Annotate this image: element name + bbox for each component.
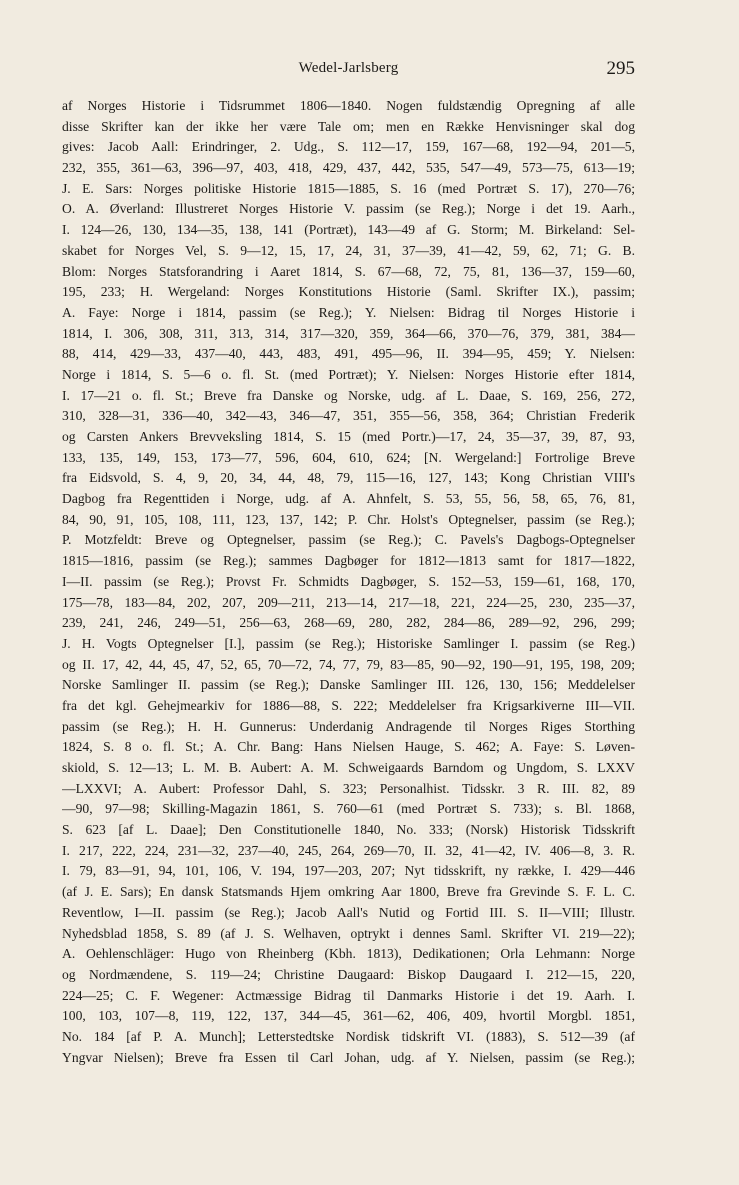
text-line: skiold, S. 12—13; L. M. B. Aubert: A. M. Schweigaards Barndom og Ungdom, S. LXXV <box>62 760 635 775</box>
text-line: I. 79, 83—91, 94, 101, 106, V. 194, 197—203, 207; Nyt tidsskrift, ny række, I. 429—446 <box>62 863 635 879</box>
text-line: skabet for Norges Vel, S. 9—12, 15, 17, 24, 31, 37—39, 41—42, 59, 62, 71; G. B. <box>62 242 635 258</box>
text-line: S. 623 [af L. Daae]; Den Constitutionelle 1840, No. 333; (Norsk) Historisk Tidsskrift <box>62 822 635 838</box>
text-line: J. H. Vogts Optegnelser [I.], passim (se Reg.); Historiske Samlinger I. passim (se Reg.) <box>62 635 635 651</box>
text-line: P. Motzfeldt: Breve og Optegnelser, passim (se Reg.); C. Pavels's Dagbogs-Optegnelser <box>62 532 635 548</box>
text-line: 1814, I. 306, 308, 311, 313, 314, 317—320, 359, 364—66, 370—76, 379, 381, 384— <box>62 325 635 341</box>
text-line: Reventlow, I—II. passim (se Reg.); Jacob Aall's Nutid og Fortid III. S. II—VIII; Illustr. <box>62 904 635 920</box>
text-line: O. A. Øverland: Illustreret Norges Historie V. passim (se Reg.); Norge i det 19. Aarh., <box>62 201 635 217</box>
text-line: fra Eidsvold, S. 4, 9, 20, 34, 44, 48, 79, 115—16, 127, 143; Kong Christian VIII's <box>62 470 635 486</box>
text-line: 175—78, 183—84, 202, 207, 209—211, 213—14, 217—18, 221, 224—25, 230, 235—37, <box>62 594 635 610</box>
text-line: 195, 233; H. Wergeland: Norges Konstitutions Historie (Saml. Skrifter IX.), passim; <box>62 284 635 300</box>
text-line: disse Skrifter kan der ikke her være Tale om; men en Række Henvisninger skal dog <box>62 118 635 134</box>
text-line: 133, 135, 149, 153, 173—77, 596, 604, 610, 624; [N. Wergeland:] Fortrolige Breve <box>62 449 635 465</box>
text-line: gives: Jacob Aall: Erindringer, 2. Udg., S. 112—17, 159, 167—68, 192—94, 201—5, <box>62 139 635 155</box>
text-line: 232, 355, 361—63, 396—97, 403, 418, 429, 437, 442, 535, 547—49, 573—75, 613—19; <box>62 160 635 176</box>
text-line: I. 217, 222, 224, 231—32, 237—40, 245, 264, 269—70, II. 32, 41—42, IV. 406—8, 3. R. <box>62 842 635 858</box>
text-line: 100, 103, 107—8, 119, 122, 137, 344—45, 361—62, 406, 409, hvortil Morgbl. 1851, <box>62 1008 635 1024</box>
text-line: af Norges Historie i Tidsrummet 1806—1840. Nogen fuldstændig Opregning af alle <box>62 98 635 113</box>
text-line: fra det kgl. Gehejmearkiv for 1886—88, S. 222; Meddelelser fra Krigsarkiverne III—VII. <box>62 697 635 713</box>
text-line: og Carsten Ankers Brevveksling 1814, S. 15 (med Portr.)—17, 24, 35—37, 39, 87, 93, <box>62 429 635 444</box>
text-line: I. 124—26, 130, 134—35, 138, 141 (Portræt), 143—49 af G. Storm; M. Birkeland: Sel- <box>62 222 635 238</box>
text-line: Norske Samlinger II. passim (se Reg.); Danske Samlinger III. 126, 130, 156; Meddelelser <box>62 677 635 693</box>
text-line: No. 184 [af P. A. Munch]; Letterstedtske Nordisk tidskrift VI. (1883), S. 512—39 (af <box>62 1028 635 1044</box>
text-line: 1815—1816, passim (se Reg.); sammes Dagbøger for 1812—1813 samt for 1817—1822, <box>62 553 635 569</box>
text-line: —90, 97—98; Skilling-Magazin 1861, S. 760—61 (med Portræt S. 733); s. Bl. 1868, <box>62 801 635 817</box>
body-text <box>62 96 635 1068</box>
text-line: og Nordmændene, S. 119—24; Christine Daugaard: Biskop Daugaard I. 212—15, 220, <box>62 966 635 982</box>
page-number: 295 <box>606 58 635 79</box>
text-line: A. Faye: Norge i 1814, passim (se Reg.); Y. Nielsen: Bidrag til Norges Historie i <box>62 304 635 320</box>
text-line: Blom: Norges Statsforandring i Aaret 1814, S. 67—68, 72, 75, 81, 136—37, 159—60, <box>62 263 635 279</box>
text-line: passim (se Reg.); H. H. Gunnerus: Underdanig Andragende til Norges Riges Storthing <box>62 718 635 734</box>
text-line: I. 17—21 o. fl. St.; Breve fra Danske og Norske, udg. af L. Daae, S. 169, 256, 272, <box>62 387 635 403</box>
text-line: (af J. E. Sars); En dansk Statsmands Hjem omkring Aar 1800, Breve fra Grevinde S. F. L. C. <box>62 884 635 900</box>
text-line: 1824, S. 8 o. fl. St.; A. Chr. Bang: Hans Nielsen Hauge, S. 462; A. Faye: S. Løven- <box>62 739 635 755</box>
text-line: 310, 328—31, 336—40, 342—43, 346—47, 351, 355—56, 358, 364; Christian Frederik <box>62 408 635 424</box>
text-line: J. E. Sars: Norges politiske Historie 1815—1885, S. 16 (med Portræt S. 17), 270—76; <box>62 180 635 196</box>
text-line: 88, 414, 429—33, 437—40, 443, 483, 491, 495—96, II. 394—95, 459; Y. Nielsen: <box>62 346 635 362</box>
text-line: 239, 241, 246, 249—51, 256—63, 268—69, 280, 282, 284—86, 289—92, 296, 299; <box>62 615 635 631</box>
text-line: Nyhedsblad 1858, S. 89 (af J. S. Welhaven, optrykt i dennes Saml. Skrifter VI. 219—22); <box>62 925 635 941</box>
text-line: —LXXVI; A. Aubert: Professor Dahl, S. 323; Personalhist. Tidsskr. 3 R. III. 82, 89 <box>62 780 635 796</box>
text-line: Dagbog fra Regenttiden i Norge, udg. af A. Ahnfelt, S. 53, 55, 56, 58, 65, 76, 81, <box>62 491 635 507</box>
text-line: og II. 17, 42, 44, 45, 47, 52, 65, 70—72, 74, 77, 79, 83—85, 90—92, 190—91, 195, 198, 209; <box>62 656 635 672</box>
text-line: 84, 90, 91, 105, 108, 111, 123, 137, 142; P. Chr. Holst's Optegnelser, passim (se Reg.); <box>62 511 635 527</box>
text-line: Norge i 1814, S. 5—6 o. fl. St. (med Portræt); Y. Nielsen: Norges Historie efter 1814, <box>62 366 635 382</box>
text-line: I—II. passim (se Reg.); Provst Fr. Schmidts Dagbøger, S. 152—53, 159—61, 168, 170, <box>62 573 635 589</box>
text-line: 224—25; C. F. Wegener: Actmæssige Bidrag til Danmarks Historie i det 19. Aarh. I. <box>62 987 635 1003</box>
page-header <box>62 60 635 84</box>
text-line: Yngvar Nielsen); Breve fra Essen til Carl Johan, udg. af Y. Nielsen, passim (se Reg.); <box>62 1049 635 1065</box>
text-line: A. Oehlenschläger: Hugo von Rheinberg (Kbh. 1813), Dedikationen; Orla Lehmann: Norge <box>62 946 635 962</box>
running-head: Wedel-Jarlsberg <box>298 60 399 76</box>
